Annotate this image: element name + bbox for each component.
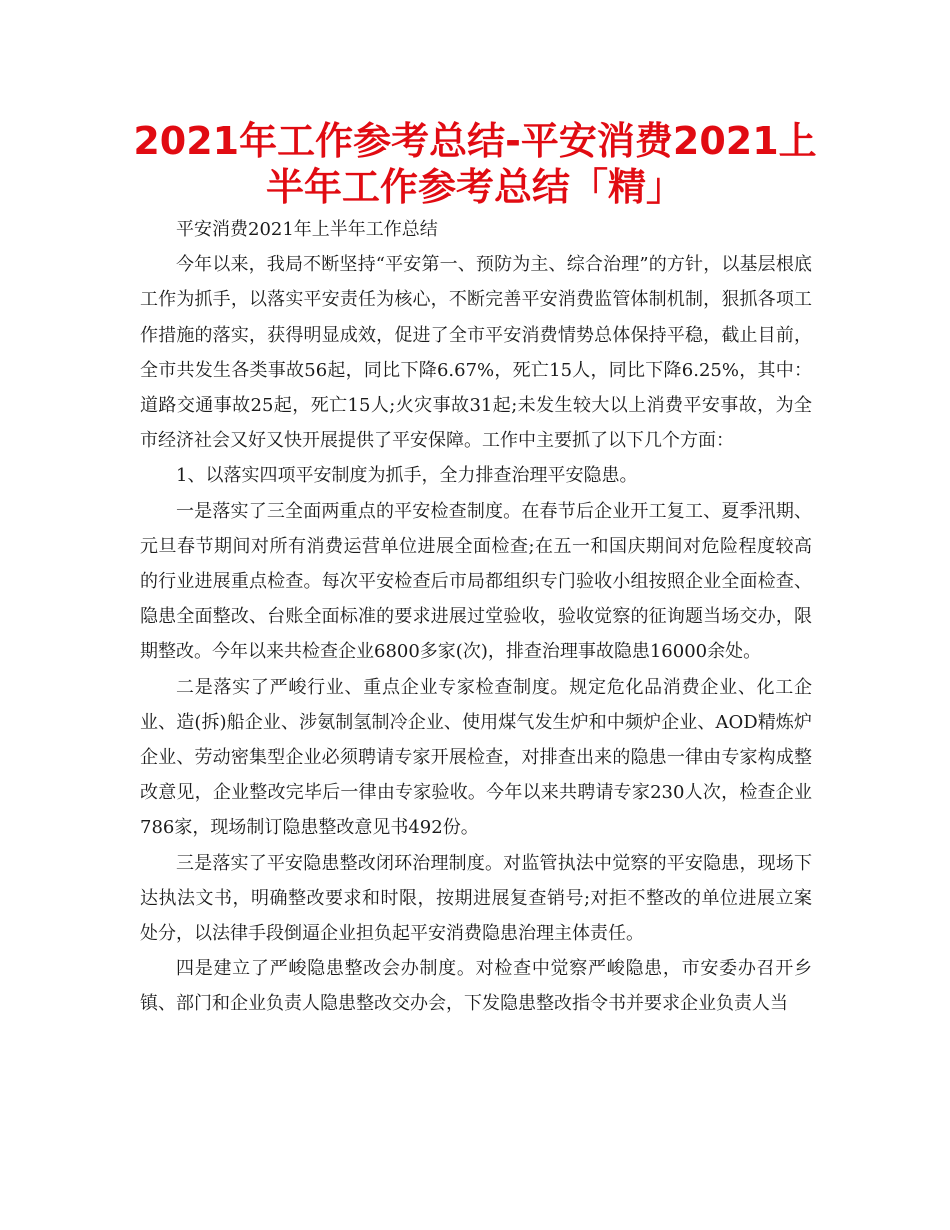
intro-paragraph: 今年以来，我局不断坚持“平安第一、预防为主、综合治理”的方针，以基层根底工作为抓手，以落实平安责任为核心，不断完善平安消费监管体制机制，狠抓各项工作措施的落实，获得明显成效，促进了全市平安消费情势总体保持平稳，截止目前，全市共发生各类事故56起，同比下降6.67%，死亡15人，同比下降6.25%，其中：道路交通事故25起，死亡15人;火灾事故31起;未发生较大以上消费平安事故，为全市经济社会又好又快开展提供了平安保障。工作中主要抓了以下几个方面： <box>140 254 812 452</box>
body-paragraph-1: 一是落实了三全面两重点的平安检查制度。在春节后企业开工复工、夏季汛期、元旦春节期间对所有消费运营单位进展全面检查;在五一和国庆期间对危险程度较高的行业进展重点检查。每次平安检查后市局都组织专门验收小组按照企业全面检查、隐患全面整改、台账全面标准的要求进展过堂验收，验收觉察的征询题当场交办，限期整改。今年以来共检查企业6800多家(次)，排查治理事故隐患16000余处。 <box>140 500 812 663</box>
document-title: 2021年工作参考总结-平安消费2021上半年工作参考总结「精」 <box>133 119 817 209</box>
body-paragraph-4: 四是建立了严峻隐患整改会办制度。对检查中觉察严峻隐患，市安委办召开乡镇、部门和企业负责人隐患整改交办会，下发隐患整改指令书并要求企业负责人当 <box>140 958 812 1015</box>
section-heading-1: 1、以落实四项平安制度为抓手，全力排查治理平安隐患。 <box>176 465 638 487</box>
body-paragraph-3: 三是落实了平安隐患整改闭环治理制度。对监管执法中觉察的平安隐患，现场下达执法文书，明确整改要求和时限，按期进展复查销号;对拒不整改的单位进展立案处分，以法律手段倒逼企业担负起平安消费隐患治理主体责任。 <box>140 852 812 945</box>
subtitle-paragraph: 平安消费2021年上半年工作总结 <box>176 219 438 240</box>
body-paragraph-2: 二是落实了严峻行业、重点企业专家检查制度。规定危化品消费企业、化工企业、造(拆)船企业、涉氨制氢制冷企业、使用煤气发生炉和中频炉企业、AOD精炼炉企业、劳动密集型企业必须聘请专家开展检查，对排查出来的隐患一律由专家构成整改意见，企业整改完毕后一律由专家验收。今年以来共聘请专家230人次，检查企业786家，现场制订隐患整改意见书492份。 <box>140 676 812 839</box>
document-body <box>140 212 812 1022</box>
